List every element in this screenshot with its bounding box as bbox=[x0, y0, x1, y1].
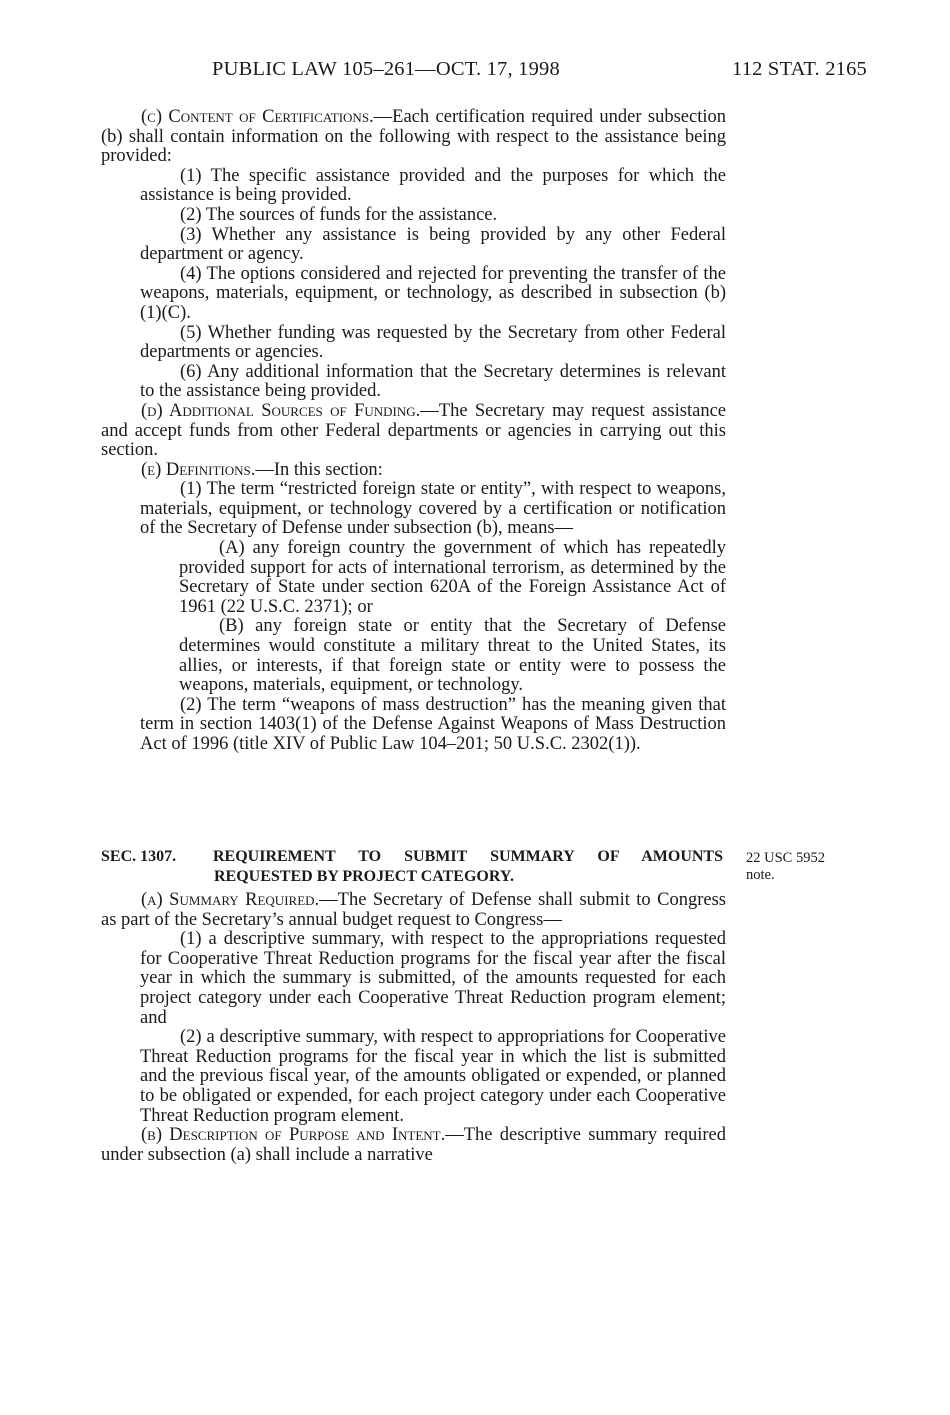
definition-item-1b: (B) any foreign state or entity that the Secretary of Defense determines would constitute a military threat to the United States, its allies, or interests, if that foreign state or entity were to possess the weapons, materials, equipment, or technology. bbox=[179, 616, 726, 696]
subsection-c-heading: (c) Content of Certifications. bbox=[141, 107, 374, 127]
section-title-line-2: REQUESTED BY PROJECT CATEGORY. bbox=[214, 867, 514, 885]
list-item: (2) a descriptive summary, with respect to appropriations for Cooperative Threat Reduction programs for the fiscal year in which the list is submitted and the previous fiscal year, of the amounts obligated or expended, or planned to be obligated or expended, for each project category under each Cooperative Threat Reduction program element. bbox=[140, 1027, 726, 1126]
paragraph-subsection-c bbox=[101, 108, 726, 167]
paragraph-subsection-e bbox=[101, 461, 726, 481]
margin-note bbox=[746, 850, 856, 884]
subsection-b-text: —The descriptive summary required under subsection (a) shall include a narrative bbox=[101, 1125, 726, 1165]
list-item: (4) The options considered and rejected for preventing the transfer of the weapons, materials, equipment, or technology, as described in subsection (b)(1)(C). bbox=[140, 263, 726, 323]
subsection-a-text: —The Secretary of Defense shall submit to Congress as part of the Secretary’s annual budget request to Congress— bbox=[101, 890, 726, 930]
section-number: SEC. 1307. bbox=[101, 848, 177, 865]
definition-item-1: (1) The term “restricted foreign state or entity”, with respect to weapons, materials, equipment, or technology covered by a certification or notification of the Secretary of Defense under subsection (b), means— bbox=[140, 479, 726, 539]
body-text-upper bbox=[101, 108, 726, 755]
section-title-line-1: REQUIREMENT TO SUBMIT SUMMARY OF AMOUNTS bbox=[213, 848, 723, 865]
section-heading bbox=[101, 847, 726, 886]
margin-note-citation: 22 USC 5952 bbox=[746, 850, 825, 866]
subsection-c-text: —Each certification required under subsection (b) shall contain information on the following with respect to the assistance being provided: bbox=[101, 107, 726, 167]
paragraph-subsection-a bbox=[101, 891, 726, 930]
definition-item-1a: (A) any foreign country the government of which has repeatedly provided support for acts of international terrorism, as determined by the Secretary of State under section 620A of the Foreign Assistance Act of 1961 (22 U.S.C. 2371); or bbox=[179, 538, 726, 617]
list-item: (1) a descriptive summary, with respect to the appropriations requested for Cooperative Threat Reduction programs for the fiscal year after the fiscal year in which the summary is submitted, of the amounts requested for each project category under each Cooperative Threat Reduction program element; and bbox=[140, 929, 726, 1028]
subsection-e-heading: (e) Definitions. bbox=[141, 459, 256, 480]
page-header bbox=[212, 58, 867, 88]
header-title: PUBLIC LAW 105–261—OCT. 17, 1998 bbox=[212, 58, 560, 80]
body-text-lower bbox=[101, 891, 726, 1165]
margin-note-suffix: note. bbox=[746, 867, 775, 883]
subsection-e-text: —In this section: bbox=[255, 459, 383, 480]
list-item: (1) The specific assistance provided and the purposes for which the assistance is being provided. bbox=[140, 165, 726, 206]
list-item: (3) Whether any assistance is being provided by any other Federal department or agency. bbox=[140, 224, 726, 265]
definition-item-2: (2) The term “weapons of mass destruction” has the meaning given that term in section 1403(1) of the Defense Against Weapons of Mass Destruction Act of 1996 (title XIV of Public Law 104–201; 50 U.S.C. 2302(1)). bbox=[140, 694, 726, 754]
subsection-b-heading: (b) Description of Purpose and Intent. bbox=[141, 1125, 446, 1146]
subsection-d-heading: (d) Additional Sources of Funding. bbox=[141, 400, 421, 421]
header-page-ref: 112 STAT. 2165 bbox=[732, 58, 867, 80]
paragraph-subsection-b bbox=[101, 1126, 726, 1165]
list-item: (5) Whether funding was requested by the Secretary from other Federal departments or agencies. bbox=[140, 322, 726, 363]
section-heading-line-1 bbox=[101, 847, 726, 867]
paragraph-subsection-d bbox=[101, 402, 726, 461]
list-item: (6) Any additional information that the Secretary determines is relevant to the assistance being provided. bbox=[140, 361, 726, 402]
subsection-a-heading: (a) Summary Required. bbox=[141, 890, 320, 910]
list-item: (2) The sources of funds for the assistance. bbox=[180, 204, 498, 225]
subsection-d-text: —The Secretary may request assistance and accept funds from other Federal departments or agencies in carrying out this section. bbox=[101, 400, 726, 461]
